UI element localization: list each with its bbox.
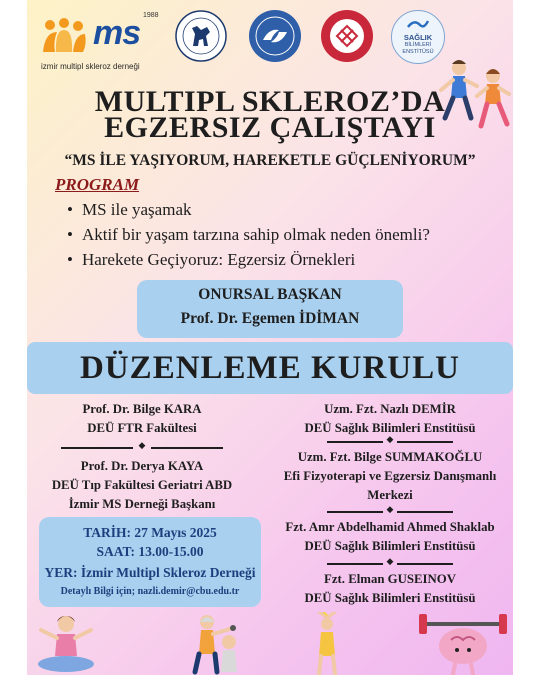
committee-member-name: Prof. Dr. Derya KAYA <box>80 459 204 473</box>
committee-member-affiliation: DEÜ Sağlık Bilimleri Enstitüsü <box>304 539 476 553</box>
committee-member-affiliation: DEÜ FTR Fakültesi <box>87 421 197 435</box>
committee-member-affiliation: İzmir MS Derneği Başkanı <box>68 497 216 511</box>
honorary-president-box <box>137 280 403 338</box>
stretching-woman-illustration <box>307 612 347 675</box>
ms-logo-year: 1988 <box>143 12 159 19</box>
wave-emblem-icon <box>406 17 430 33</box>
diamond-icon: ◆ <box>386 434 394 444</box>
brain-lifting-weights-illustration <box>417 610 509 675</box>
organizing-committee-title: DÜZENLEME KURULU <box>80 350 460 386</box>
divider-line <box>397 511 453 513</box>
diamond-icon: ◆ <box>138 440 146 450</box>
family-figures-icon <box>41 18 87 54</box>
contact-info: Detaylı Bilgi için; nazli.demir@cbu.edu.tr <box>60 586 240 597</box>
committee-member-name: Prof. Dr. Bilge KARA <box>82 402 202 416</box>
meditating-woman-illustration <box>33 612 99 675</box>
diamond-icon: ◆ <box>386 504 394 514</box>
divider-line <box>397 441 453 443</box>
divider-line <box>61 447 133 449</box>
committee-member-name: Uzm. Fzt. Nazlı DEMİR <box>324 402 456 416</box>
diamond-icon: ◆ <box>386 556 394 566</box>
ftr-faculty-seal <box>249 10 301 62</box>
event-motto: “MS İLE YAŞIYORUM, HAREKETLE GÜÇLENİYORUM” <box>64 152 476 169</box>
deu-university-seal <box>175 10 227 62</box>
program-heading: PROGRAM <box>55 175 140 194</box>
exercising-seniors-illustration <box>177 612 257 675</box>
hands-emblem-icon <box>249 10 301 62</box>
divider-line <box>327 511 383 513</box>
committee-member-affiliation: Merkezi <box>367 488 413 502</box>
committee-member-affiliation: DEÜ Sağlık Bilimleri Enstitüsü <box>304 421 476 435</box>
event-title-line2: EGZERSIZ ÇALIŞTAYI <box>104 111 436 144</box>
event-place: YER: İzmir Multipl Skleroz Derneği <box>44 565 256 580</box>
event-time: SAAT: 13.00-15.00 <box>96 544 204 559</box>
sbe-line1: SAĞLIK <box>403 33 433 42</box>
divider-line <box>327 441 383 443</box>
medical-faculty-seal <box>321 10 373 62</box>
committee-member-affiliation: DEÜ Tıp Fakültesi Geriatri ABD <box>51 478 233 492</box>
divider-line <box>397 563 453 565</box>
committee-member-affiliation: Efi Fizyoterapi ve Egzersiz Danışmanlı <box>283 469 497 483</box>
program-item: • Aktif bir yaşam tarzına sahip olmak neden önemli? <box>67 222 430 247</box>
program-item: • Harekete Geçiyoruz: Egzersiz Örnekleri <box>67 247 430 272</box>
honorary-president-title: ONURSAL BAŞKAN <box>198 286 342 303</box>
ms-association-logo <box>41 12 161 74</box>
event-date: TARİH: 27 Mayıs 2025 <box>83 525 217 540</box>
program-list <box>67 197 430 272</box>
sbe-line3: ENSTİTÜSÜ <box>402 49 434 55</box>
organizing-committee-banner <box>27 342 513 394</box>
divider-line <box>327 563 383 565</box>
committee-member-name: Uzm. Fzt. Bilge SUMMAKOĞLU <box>297 450 483 464</box>
horse-emblem-icon <box>175 10 227 62</box>
ms-association-name: izmir multipl skleroz derneği <box>41 62 140 71</box>
knot-emblem-icon <box>321 10 373 62</box>
ms-logo-text: ms <box>93 14 141 52</box>
poster <box>27 0 513 675</box>
committee-member-name: Fzt. Amr Abdelhamid Ahmed Shaklab <box>285 520 495 534</box>
sbe-line2: BİLİMLERİ <box>404 42 432 48</box>
honorary-president-name: Prof. Dr. Egemen İDİMAN <box>180 310 360 327</box>
divider-line <box>151 447 223 449</box>
committee-member-affiliation: DEÜ Sağlık Bilimleri Enstitüsü <box>304 591 476 605</box>
event-info-box <box>39 517 261 607</box>
event-title-line1: MULTIPL SKLEROZ’DA <box>94 85 446 118</box>
program-item: • MS ile yaşamak <box>67 197 430 222</box>
committee-member-name: Fzt. Elman GUSEINOV <box>324 572 456 586</box>
